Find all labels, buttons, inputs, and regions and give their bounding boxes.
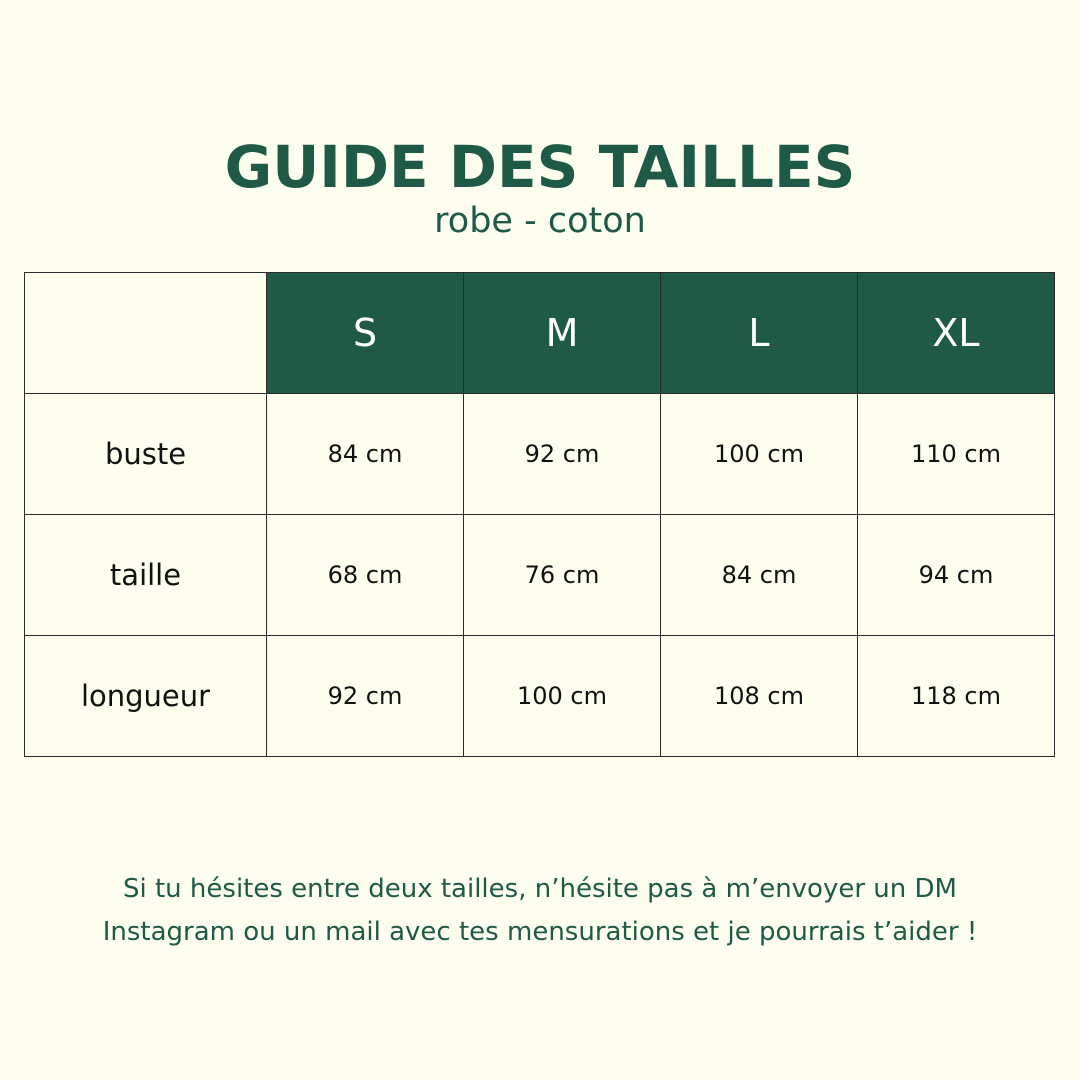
table-row-taille xyxy=(25,515,1055,636)
buste-value-m: 92 cm xyxy=(464,394,661,515)
taille-value-m: 76 cm xyxy=(464,515,661,636)
buste-value-s: 84 cm xyxy=(267,394,464,515)
taille-value-xl: 94 cm xyxy=(858,515,1055,636)
page-subtitle: robe - coton xyxy=(434,201,646,241)
longueur-value-s: 92 cm xyxy=(267,636,464,757)
help-message-line-1: Si tu hésites entre deux tailles, n’hésite pas à m’envoyer un DM xyxy=(123,874,957,904)
row-label-buste: buste xyxy=(25,394,267,515)
longueur-value-l: 108 cm xyxy=(661,636,858,757)
help-message xyxy=(0,868,1080,954)
size-table xyxy=(24,272,1055,757)
row-label-taille: taille xyxy=(25,515,267,636)
longueur-value-m: 100 cm xyxy=(464,636,661,757)
help-message-line-2: Instagram ou un mail avec tes mensurations et je pourrais t’aider ! xyxy=(102,917,978,947)
taille-value-s: 68 cm xyxy=(267,515,464,636)
longueur-value-xl: 118 cm xyxy=(858,636,1055,757)
buste-value-xl: 110 cm xyxy=(858,394,1055,515)
size-header-row xyxy=(25,273,1055,394)
table-row-buste xyxy=(25,394,1055,515)
size-header-xl: XL xyxy=(858,273,1055,394)
page-title: GUIDE DES TAILLES xyxy=(224,133,856,201)
table-corner-cell xyxy=(25,273,267,394)
row-label-longueur: longueur xyxy=(25,636,267,757)
size-header-l: L xyxy=(661,273,858,394)
size-header-s: S xyxy=(267,273,464,394)
size-header-m: M xyxy=(464,273,661,394)
table-row-longueur xyxy=(25,636,1055,757)
buste-value-l: 100 cm xyxy=(661,394,858,515)
taille-value-l: 84 cm xyxy=(661,515,858,636)
